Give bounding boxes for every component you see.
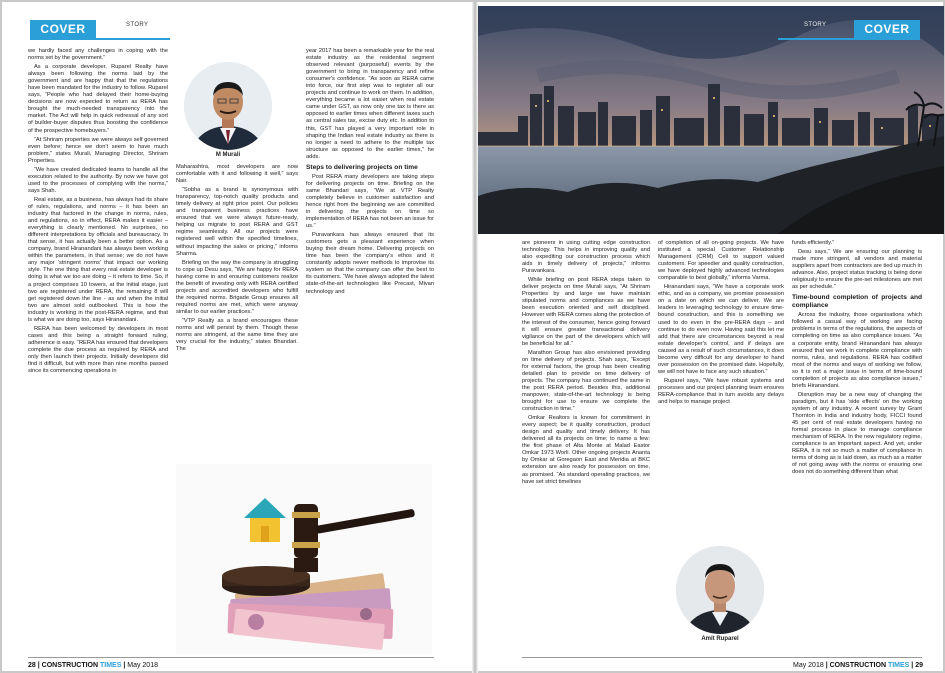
portrait-caption: M Murali: [215, 152, 241, 158]
subheading: Steps to delivering projects on time: [306, 163, 418, 171]
paragraph: As a corporate developer, Ruparel Realty have always been following the norms laid by the government and are happy that that the regulations have been mandated for the industry to follow. Ruparel says, “People who had delayed their home-buying decisions are now expected to return as RERA has brought the much-needed transparency into the market. The Act will help in quick redressal of any sort of builder-buyer disputes thus boosting the confidence of the prospective homebuyers.”: [28, 64, 168, 134]
section-sub-tag: STORY: [126, 22, 149, 28]
right-column-3: [792, 240, 922, 650]
section-tag-rule: [778, 38, 920, 40]
left-column-1: [28, 48, 168, 648]
paragraph: RERA has been welcomed by developers in most cases and this being a straight forward ruling, adherence is easy. “RERA has ensured that developers complete the due process as required by RERA and only then launch their projects. Initially developers did find it difficult, but with more than nine months passed since its commencing operations in: [28, 325, 168, 375]
left-footer: 28 | CONSTRUCTION TIMES | May 2018: [28, 662, 158, 669]
portrait-illustration: [184, 62, 272, 150]
skyline-photo: [478, 6, 944, 234]
gavel-money-photo: [176, 464, 432, 654]
left-page: [4, 2, 472, 673]
right-page: [478, 2, 945, 673]
page-number: 29: [915, 662, 923, 669]
paragraph: Marathon Group has also envisioned providing on time delivery of projects. Shah says, “Except for external factors, the group has been creating detailed plan to provide on time delivery of projects. The company has continued the same in the post RERA period. Besides this, additional manpower, state-of-the-art technology is being brought for use to ensure we complete the construction in time.”: [522, 349, 650, 413]
footer-rule: [522, 657, 922, 658]
paragraph: we hardly faced any challenges in coping with the norms set by the government.”: [28, 48, 168, 62]
paragraph: While briefing on post RERA steps taken to deliver projects on time Murali says, “At Shriram Properties by and large we have maintain stipulated norms and compliances as we have been execution oriented and self disciplined. However with RERA comes along the protection of the interest of the consumer, hence going forward it will ensure greater transactional delivery vigilance on the part of the developers which will be beneficial for all.”: [522, 277, 650, 347]
paragraph: funds efficiently.”: [792, 240, 835, 246]
paragraph: Across the industry, those organisations which followed a casual way of working are facing problems in terms of the regulations, the aspects of completing on time as also compliance issues. “As a corporate entity, brand Hiranandani has always ensured that we work in complete compliance with norms, rules, and regulations. RERA has codified most of the norms and ways of working we follow, so it is not a major issue in terms of time-bound completion of projects as also compliance issues,” briefs Hiranandani.: [792, 312, 922, 389]
left-column-2: [176, 164, 298, 474]
section-tag-rule: [30, 38, 170, 40]
gavel-illustration: [176, 464, 432, 654]
right-footer: May 2018 | CONSTRUCTION TIMES | 29: [793, 662, 923, 669]
paragraph: are pioneers in using cutting edge construction technology. This helps in improving quality and also expediting our construction process which aids in timely delivery of projects,” informs Puravankara.: [522, 240, 650, 275]
paragraph: “Sobha as a brand is synonymous with transparency, top-notch quality products and timely delivery at right price point. Our policies and transparent business practices have ensured that we were always future-ready, helping us migrate to post RERA and GST regime seamlessly. All our projects were registered well within the specified timelines, without impacting the sales or pricing,” informs Sharma.: [176, 187, 298, 257]
paragraph: Maharashtra, most developers are now comfortable with it and following it well,” says Nair.: [176, 164, 298, 185]
skyline-illustration: [478, 6, 944, 234]
paragraph: “We have created dedicated teams to handle all the execution related to the authority. By now we have got used to the processes of complying with the norms,” says Shah.: [28, 166, 168, 194]
paragraph: of completion of all on-going projects. We have instituted a special Customer Relationship Management (CRM) Cell to support valued customers. For speedier and quality construction, we have deployed highly advanced technologies comparable to best globally,” informs Varma.: [658, 240, 784, 282]
footer-rule: [28, 657, 434, 658]
issue-date: May 2018: [793, 662, 824, 669]
page-number: 28: [28, 662, 36, 669]
paragraph: Desu says,” We are ensuring our planning is made more stringent, all vendors and material suppliers apart from contractors are tied up much in advance. Also, project status tracking is being done religiously to ensure the pre-set milestones are met as per schedule.”: [792, 249, 922, 291]
issue-date: May 2018: [127, 662, 158, 669]
paragraph: Briefing on the way the company is struggling to cope up Desu says, “We are happy for RERA having come in and ensuring customers realize the benefit of investing only with RERA certified projects and accredited developers who fulfill the required norms. Brigade Group ensures all required norms are met, which were anyway similar to our earlier practices.”: [176, 259, 298, 315]
portrait-m-murali: [184, 62, 272, 150]
section-tag: COVER: [30, 20, 96, 38]
paragraph: year 2017 has been a remarkable year for the real estate industry as the residential segment observed relevant (purposeful) events by the government to bring in transparency and refine consumer's confidence. “As soon as RERA came into force, our first step was to register all our projects and continue to work on them. In addition, everything became a lot easier when real estate came under GST, as now only one tax is there as opposed to earlier times when different taxes such as central sales tax, excise duty etc. In addition to this, GST has played a very important role in shaping the Indian real estate industry as there is no longer a need to adhere to the multiple tax structure as opposed to the earlier times,” he adds.: [306, 48, 434, 160]
brand-construction: CONSTRUCTION: [829, 662, 886, 669]
portrait-amit-ruparel: [676, 546, 764, 634]
right-column-2: [658, 240, 784, 540]
paragraph: Real estate, as a business, has always had its share of rules, regulations, and norms – it has been an industry that factored in the change in norms, rules, and regulations, so in effect, RERA makes it easier – everything is clearly mentioned. No surprises, no different interpretations by officials and bureaucracy. In that sense, it has actually been a better option. As a company, brand Hiranandani has always been working within the parameters, in that sense; we do not have any major 'stringent norms' that impact our working style. The one thing that every real estate developer is doing is what we too are doing – it refers to time. So, if a project comprises 10 towers, at the initial stage, just two are registered under RERA, the remaining 8 will get registered down the line - as and when the initial two are almost sold out/booked. This is how the industry is working in the post-RERA regime, and that is what we are doing too, says Hiranandani.: [28, 196, 168, 323]
paragraph: Hiranandani says, “We have a corporate work ethic, and as a company, we promise possession on a date on which we can deliver. We are leaders in leveraging technology to ensure time-bound construction, and this is something we used to do even in the pre-RERA days – and continue to do even now. Having said this let me add that there are circumstances beyond a real estate developer's control, and if delays are caused as a result of such circumstances, it does become very difficult for any developer to hand over possession on the promised date. Hopefully, we will not have to face any such situation.”: [658, 284, 784, 375]
paragraph: Puravankara has always ensured that its customers gets a pleasant experience when buying their dream home. Delivering projects on time has been the company's ethos and it constantly adopts newer methods to improvise its system so that the company can offer the best to its customers. “We have always adopted the latest state-of-the-art technologies like Precast, Mivan technology and: [306, 232, 434, 295]
brand-construction: CONSTRUCTION: [41, 662, 99, 669]
portrait-caption: Amit Ruparel: [701, 636, 739, 642]
paragraph: Post RERA many developers are taking steps for delivering projects on time. Briefing on the same Bhandari says, “We at VTP Realty completely believe in customer satisfaction and hence right from the beginning we are committed in delivering the projects on time so implementation of RERA has not been an issue for us.”: [306, 173, 434, 230]
section-tag: COVER: [854, 20, 920, 38]
brand-times: TIMES: [100, 662, 122, 669]
paragraph: Ruparel says, “We have robust systems and processes and our project planning team ensures RERA-compliance that in turn avoids any delays and helps to manage project: [658, 377, 784, 406]
paragraph: “At Shriram properties we were always self governed even before; hence we don't seem to have much problem,” states Murali, Managing Director, Shriram Properties.: [28, 136, 168, 164]
paragraph: “VTP Realty as a brand encourages these norms and will persist by them. Though these norms are stringent, at the same time they are very crucial for the industry,” states Bhandari. The: [176, 317, 298, 353]
paragraph: Disruption may be a new way of changing the paradigm, but it has 'side effects' on the working system of any industry. A recent survey by Grant Thornton in India and industry body, FICCI found 45 per cent of real estate developers having no formal process in place to manage compliance mechanism of RERA. In the new regulatory regime, compliance is an important aspect. And yet, under RERA, it is not so much a matter of compliance in terms of doing as is laid down, as much as a matter of not going away with the norms or ensuring one does not do something different than what: [792, 391, 922, 476]
right-column-1: [522, 240, 650, 650]
subheading: Time-bound completion of projects and compliance: [792, 294, 922, 310]
left-column-3: [306, 48, 434, 478]
section-sub-tag: STORY: [804, 22, 827, 28]
portrait-illustration: [676, 546, 764, 634]
paragraph: Omkar Realtors is known for commitment in every aspect; be it quality construction, product design and quality and timely delivery. It has delivered all its projects on time; to name a few: the first phase of Alta Monte at Malad Eastor Omkar 1973 Worli. Other ongoing projects Ananta by Omkar at Goregaon East and Meridia at BKC extension are also ready for possession on time, as promised. “As standard operating practices, we have set strict timelines: [522, 415, 650, 485]
brand-times: TIMES: [887, 662, 910, 669]
